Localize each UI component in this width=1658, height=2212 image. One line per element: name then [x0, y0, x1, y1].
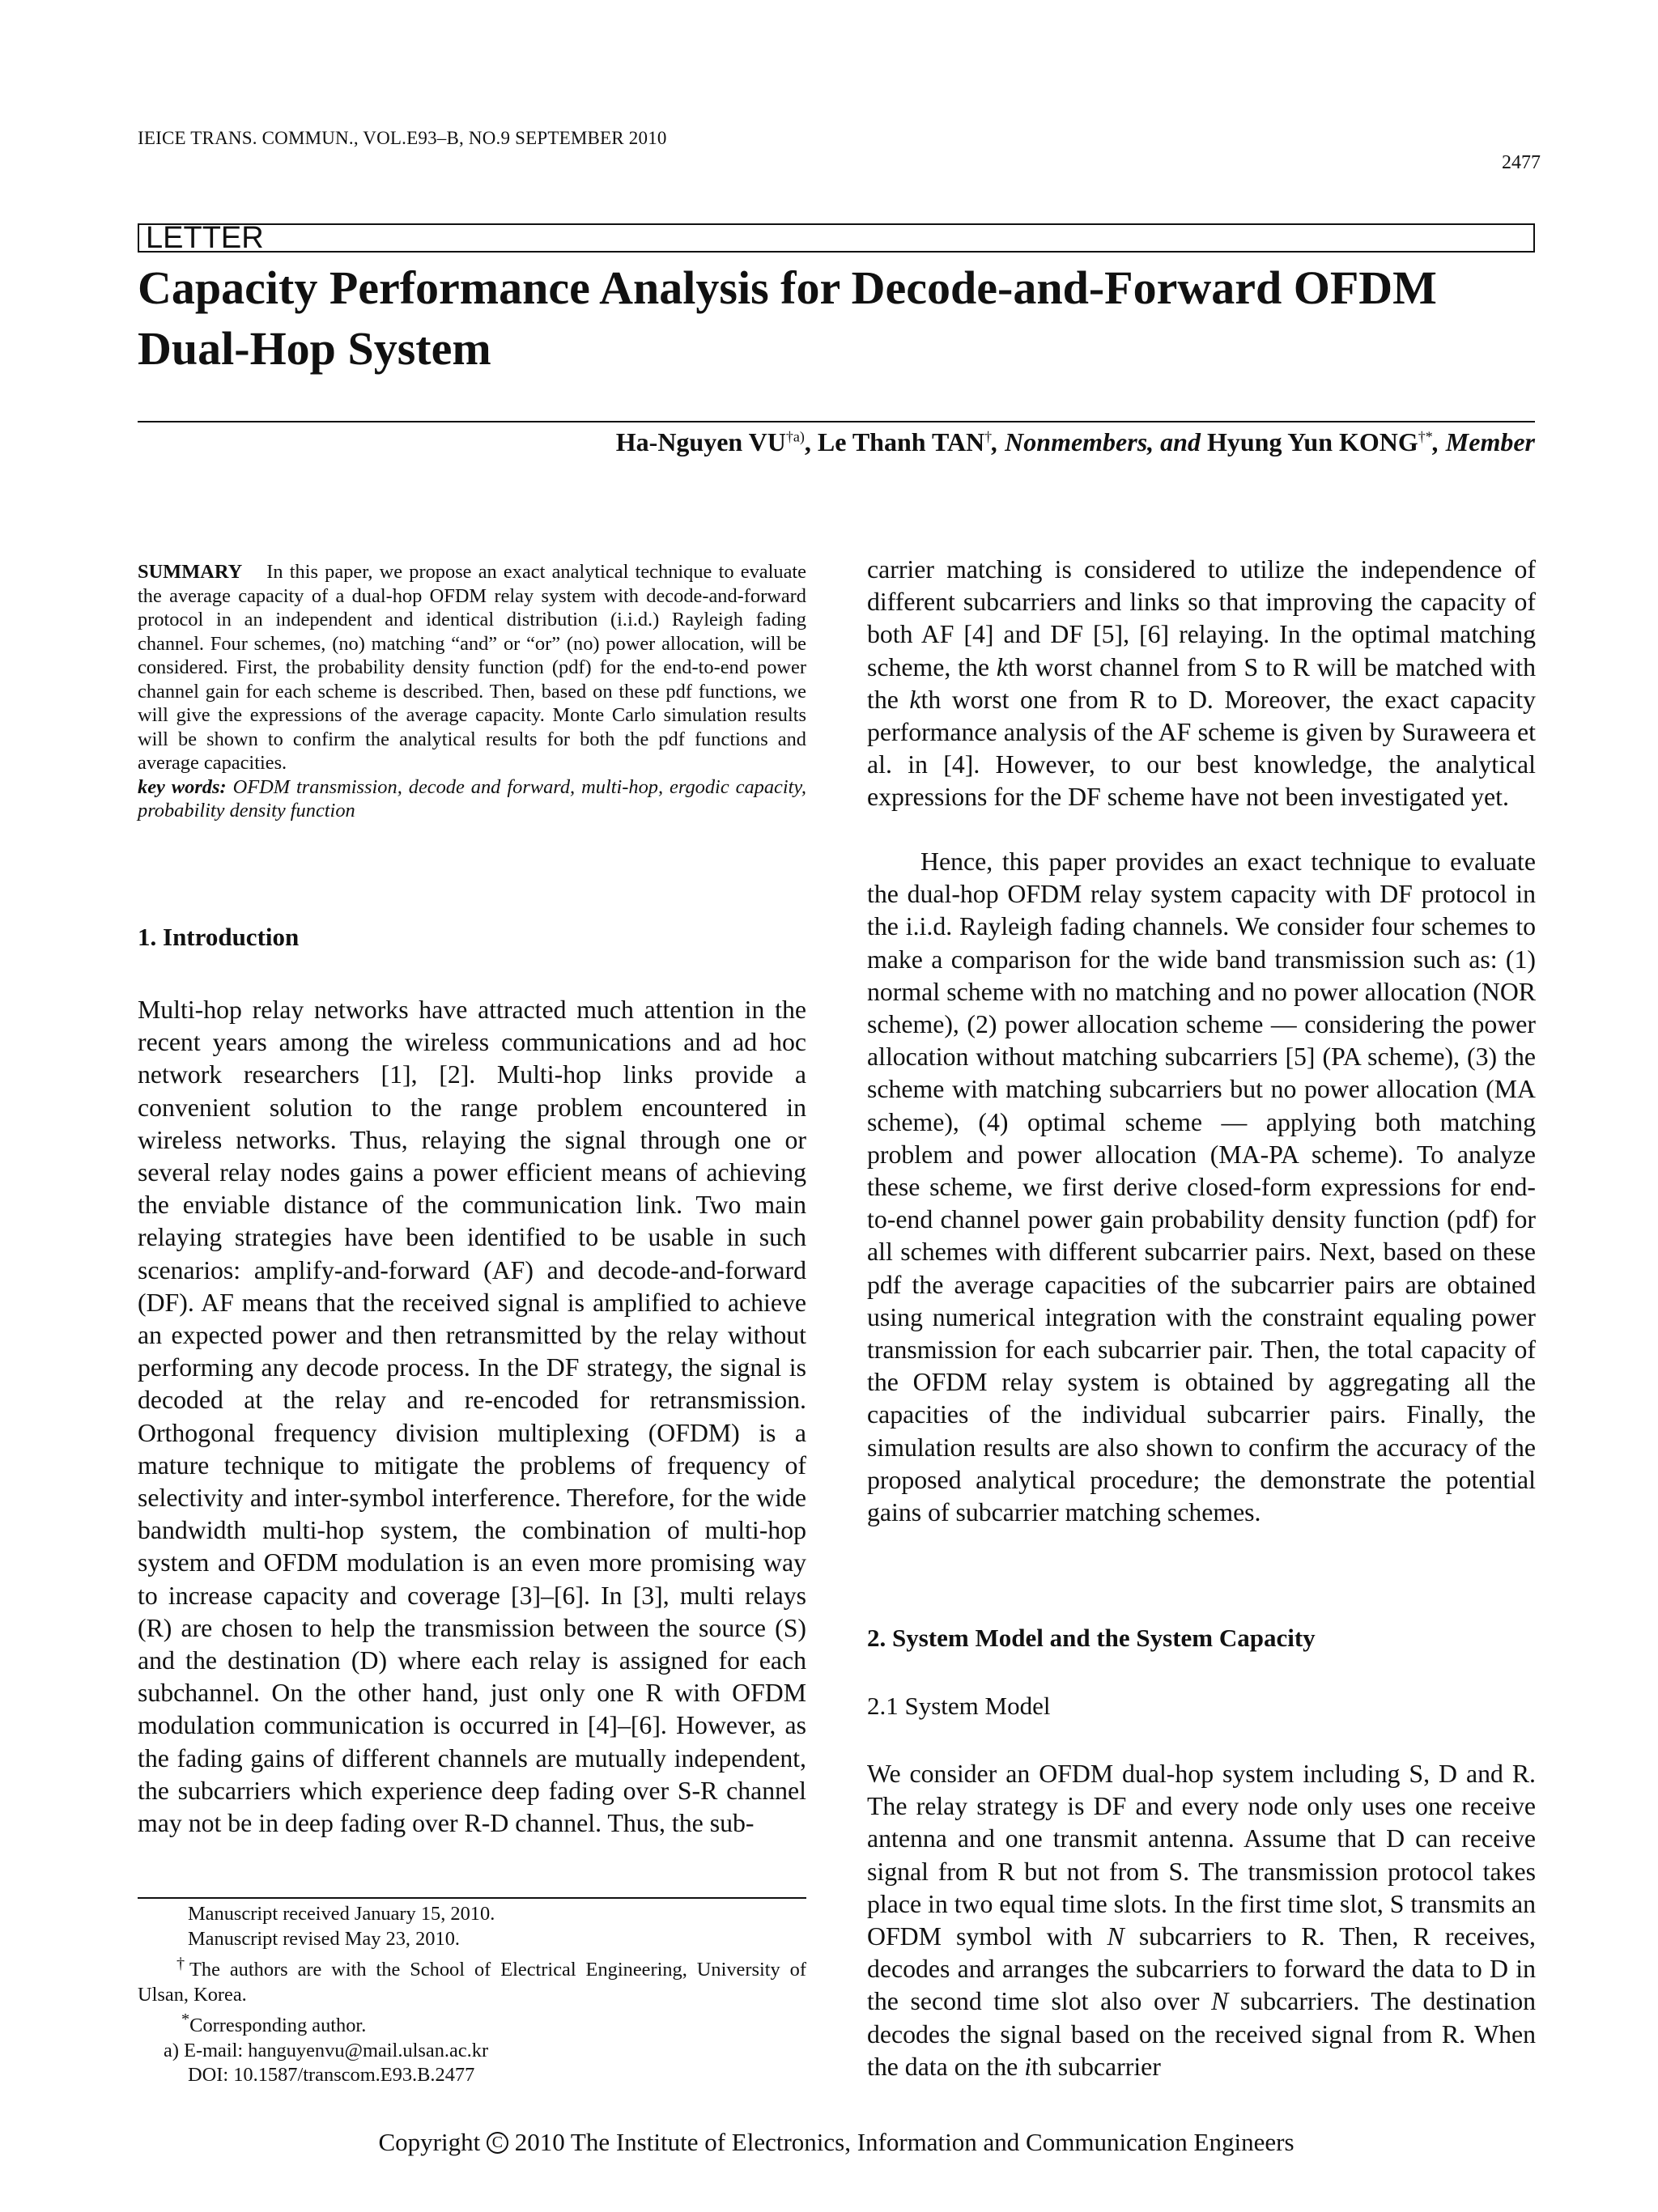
- keywords-label: key words:: [138, 775, 227, 798]
- var-N: N: [1211, 1987, 1229, 2016]
- intro-paragraph: Multi-hop relay networks have attracted much attention in the recent years among the wireless communications and ad hoc network researchers [1], [2]. Multi-hop links provide a convenient solution to the range problem encountered in wireless networks. Thus, relaying the signal through one or several relay nodes gains a power efficient means of achieving the enviable distance of the communication link. Two main relaying strategies have been identified to be usable in such scenarios: amplify-and-forward (AF) and decode-and-forward (DF). AF means that the received signal is amplified to achieve an expected power and then retransmitted by the relay without performing any decode process. In the DF strategy, the signal is decoded at the relay and re-encoded for retransmission. Orthogonal frequency division multiplexing (OFDM) is a mature technique to mitigate the problems of frequency of selectivity and inter-symbol interference. Therefore, for the wide bandwidth multi-hop system, the combination of multi-hop system and OFDM modulation is an even more promising way to increase capacity and coverage [3]–[6]. In [3], multi relays (R) are chosen to help the transmission between the source (S) and the destination (D) where each relay is assigned for each subchannel. On the other hand, just only one R with OFDM modulation communication is occurred in [4]–[6]. However, as the fading gains of different channels are mutually independent, the subcarriers which experience deep fading over S-R channel may not be in deep fading over R-D channel. Thus, the sub-: [138, 996, 806, 1838]
- title-rule: [138, 421, 1535, 422]
- section-2-heading: 2. System Model and the System Capacity: [867, 1624, 1316, 1652]
- footnotes: [138, 1902, 806, 2088]
- right-para-3-a: We consider an OFDM dual-hop system including S, D and R. The relay strategy is DF and every node only uses one receive antenna and one transmit antenna. Assume that D can receive signal from R but not from S. The transmission protocol takes place in two equal time slots. In the first time slot, S transmits an OFDM symbol with: [867, 1760, 1536, 1951]
- footnote-doi: DOI: 10.1587/transcom.E93.B.2477: [188, 2064, 475, 2087]
- right-para-1-b: th worst channel from S to R will be matched with the: [867, 652, 1536, 714]
- right-para-1: [867, 554, 1536, 814]
- keywords-text: OFDM transmission, decode and forward, multi-hop, ergodic capacity, probability density function: [138, 775, 806, 822]
- var-i: i: [1024, 2052, 1032, 2081]
- right-para-1-c: th worst one from R to D. Moreover, the exact capacity performance analysis of the AF scheme is given by Suraweera et al. in [4]. However, to our best knowledge, the analytical expressions for the DF scheme have not been investigated yet.: [867, 685, 1537, 812]
- page-number: 2477: [1502, 152, 1541, 173]
- author-sep: ,: [804, 427, 818, 456]
- email-mark: a): [164, 2039, 179, 2061]
- var-k: k: [996, 652, 1008, 681]
- copyright-text: 2010 The Institute of Electronics, Information and Communication Engineers: [514, 2128, 1295, 2156]
- subsection-2-1-heading: 2.1 System Model: [867, 1692, 1051, 1720]
- right-para-1-a: carrier matching is considered to utilize the independence of different subcarriers and links so that improving the capacity of both AF [4] and DF [5], [6] relaying. In the optimal matching scheme, the: [867, 555, 1536, 681]
- right-para-3: [867, 1758, 1536, 2083]
- copyright-footer: [138, 2128, 1535, 2157]
- corresponding-mark: *: [181, 2010, 190, 2029]
- author-3: Hyung Yun KONG: [1206, 427, 1418, 456]
- corresponding-text: Corresponding author.: [189, 2015, 367, 2037]
- footnote-email: [138, 2039, 806, 2064]
- summary-label: SUMMARY: [138, 561, 243, 583]
- author-3-mark: †*: [1418, 428, 1433, 445]
- copyright-prefix: Copyright: [378, 2128, 481, 2156]
- affiliation-mark: †: [176, 1955, 189, 1972]
- summary-paragraph: [138, 560, 806, 775]
- footnote-corresponding: [138, 2007, 806, 2039]
- membership-nonmembers: , Nonmembers, and: [992, 427, 1207, 456]
- right-para-2: Hence, this paper provides an exact technique to evaluate the dual-hop OFDM relay system capacity with DF protocol in the i.i.d. Rayleigh fading channels. We consider four schemes to make a comparison for the wide band transmission such as: (1) normal scheme with no matching and no power allocation (NOR scheme), (2) power allocation scheme — considering the power allocation without matching subcarriers [5] (PA scheme), (3) the scheme with matching subcarriers but no power allocation (MA scheme), (4) optimal scheme — applying both matching problem and power allocation (MA-PA scheme). To analyze these scheme, we first derive closed-form expressions for end-to-end channel power gain probability density function (pdf) for all schemes with different subcarrier pairs. Next, based on these pdf the average capacities of the subcarrier pairs are obtained using numerical integration with the constraint equaling power transmission for each subcarrier pair. Then, the total capacity of the OFDM relay system is obtained by aggregating all the capacities of the individual subcarrier pairs. Finally, the simulation results are also shown to confirm the accuracy of the proposed analytical procedure; the demonstrate the potential gains of subcarrier matching schemes.: [867, 847, 1536, 1527]
- summary-block: [138, 560, 806, 823]
- footnote-received: Manuscript received January 15, 2010.: [188, 1903, 495, 1925]
- article-type-label: LETTER: [146, 221, 264, 255]
- var-N: N: [1107, 1922, 1124, 1951]
- author-1-mark: †a): [785, 428, 805, 445]
- author-2-mark: †: [984, 428, 993, 445]
- footnote-rule: [138, 1897, 806, 1899]
- summary-text: In this paper, we propose an exact analytical technique to evaluate the average capacity of a dual-hop OFDM relay system with decode-and-forward protocol in an independent and identical distribution (i.i.d.) Rayleigh fading channel. Four schemes, (no) matching “and” or “or” (no) power allocation, will be considered. First, the probability density function (pdf) for the end-to-end power channel gain for each scheme is described. Then, based on these pdf functions, we will give the expressions of the average capacity. Monte Carlo simulation results will be shown to confirm the analytical results for both the pdf functions and average capacities.: [138, 561, 806, 774]
- footnote-affiliation: [138, 1951, 806, 2007]
- membership-member: , Member: [1432, 427, 1535, 456]
- right-para-3-b: subcarriers to R. Then, R receives, decodes and arranges the subcarriers to forward the data to D in the second time slot also over: [867, 1922, 1536, 2016]
- article-type-box: [138, 223, 1535, 253]
- email-text: E-mail: hanguyenvu@mail.ulsan.ac.kr: [184, 2039, 489, 2061]
- footnote-revised: Manuscript revised May 23, 2010.: [188, 1927, 460, 1950]
- journal-header: IEICE TRANS. COMMUN., VOL.E93–B, NO.9 SEPTEMBER 2010: [138, 128, 667, 148]
- author-2: Le Thanh TAN: [817, 427, 985, 456]
- affiliation-text: The authors are with the School of Electrical Engineering, University of Ulsan, Korea.: [138, 1959, 806, 2006]
- author-line: [138, 427, 1535, 457]
- keywords-paragraph: [138, 775, 806, 823]
- var-k: k: [909, 685, 921, 714]
- right-para-3-c: subcarriers. The destination decodes the signal based on the received signal from R. When the data on the: [867, 1987, 1536, 2081]
- author-1: Ha-Nguyen VU: [615, 427, 786, 456]
- paper-title: Capacity Performance Analysis for Decode-and-Forward OFDM Dual-Hop System: [138, 261, 1437, 375]
- right-para-3-d: th subcarrier: [1031, 2052, 1161, 2081]
- section-1-heading: 1. Introduction: [138, 923, 300, 951]
- copyright-icon: C: [487, 2132, 508, 2154]
